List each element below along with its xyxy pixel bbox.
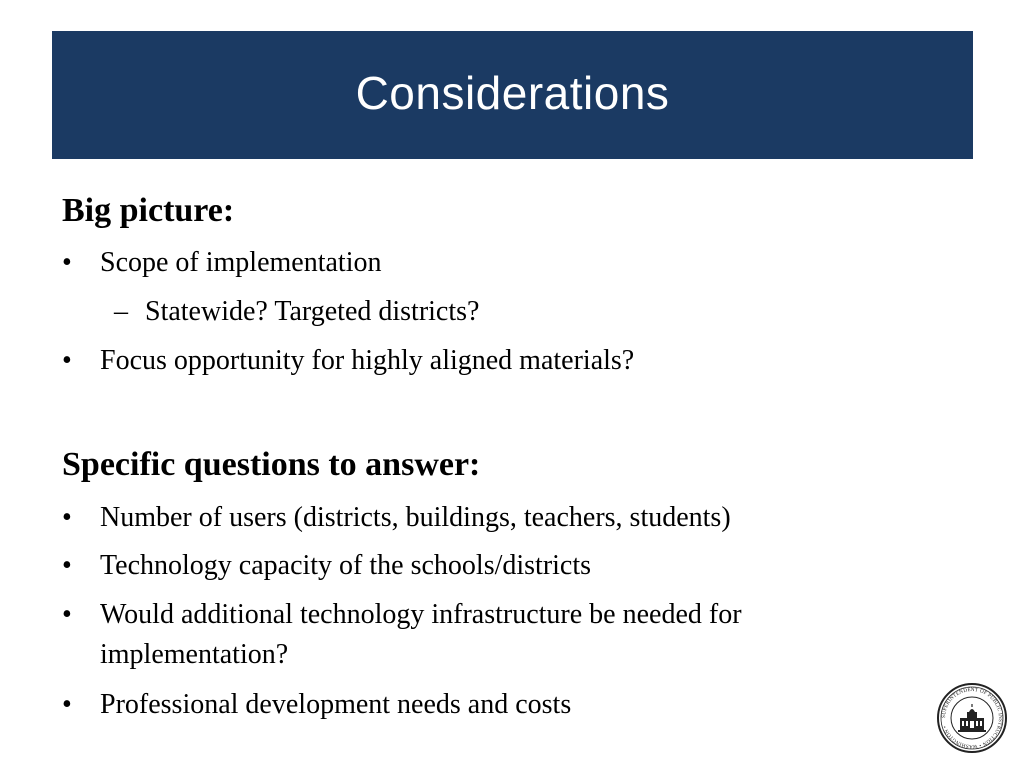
bullet-marker: • <box>62 502 72 533</box>
bullet-text: Technology capacity of the schools/districts <box>100 550 592 581</box>
bullet-text: Focus opportunity for highly aligned materials? <box>100 345 635 376</box>
bullet-item <box>62 685 942 725</box>
seal-ring-text: SUPERINTENDENT OF PUBLIC INSTRUCTION • WASHINGTON • <box>940 686 1004 750</box>
bullet-marker: • <box>62 550 72 581</box>
bullet-item <box>62 498 942 538</box>
bullet-marker: • <box>62 689 72 720</box>
bullet-item <box>62 243 942 283</box>
bullet-marker: • <box>62 599 72 630</box>
sub-bullet-text: Statewide? Targeted districts? <box>145 296 480 327</box>
bullet-text: Professional development needs and costs <box>100 689 572 720</box>
sub-bullet-item <box>114 292 479 332</box>
bullet-text: Would additional technology infrastructure be needed for implementation? <box>100 599 742 670</box>
bullet-marker: • <box>62 345 72 376</box>
slide-title: Considerations <box>355 67 670 119</box>
bullet-item <box>62 595 902 675</box>
bullet-marker: • <box>62 247 72 278</box>
bullet-item <box>62 546 942 586</box>
section-heading-specific-questions: Specific questions to answer: <box>62 446 481 483</box>
dash-marker: – <box>114 296 128 327</box>
ospi-seal-icon <box>936 682 1008 754</box>
section-heading-big-picture: Big picture: <box>62 192 235 229</box>
bullet-text: Number of users (districts, buildings, teachers, students) <box>100 502 731 533</box>
bullet-item <box>62 341 942 381</box>
bullet-text: Scope of implementation <box>100 247 382 278</box>
title-bar <box>52 31 973 159</box>
